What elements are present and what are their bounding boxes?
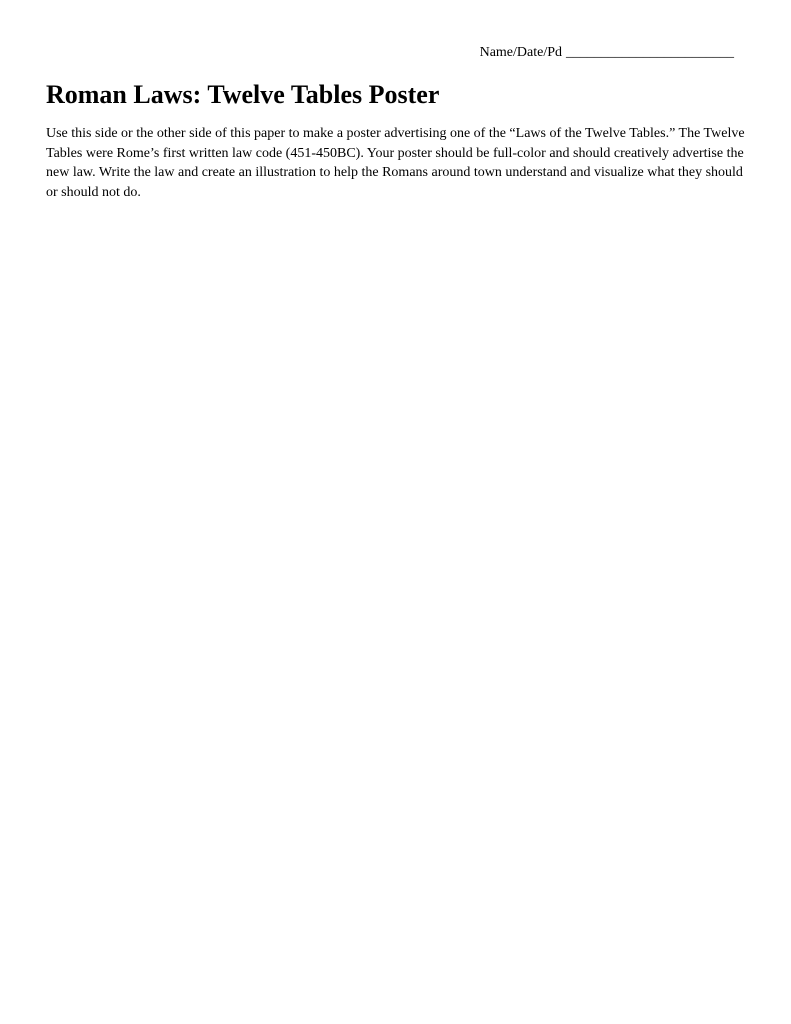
page-title: Roman Laws: Twelve Tables Poster bbox=[46, 80, 440, 109]
name-date-period-line bbox=[480, 44, 734, 62]
name-date-period-label: Name/Date/Pd bbox=[479, 45, 562, 60]
name-date-period-blank: ________________________ bbox=[566, 45, 734, 60]
instructions-paragraph: Use this side or the other side of this paper to make a poster advertising one of the “Laws of the Twelve Tables.” The Twelve Tables were Rome’s first written law code (451-450BC). Your poster should be full-color and should creatively advertise the new law. Write the law and create an illustration to help the Romans around town understand and visualize what they should or should not do. bbox=[46, 126, 745, 200]
